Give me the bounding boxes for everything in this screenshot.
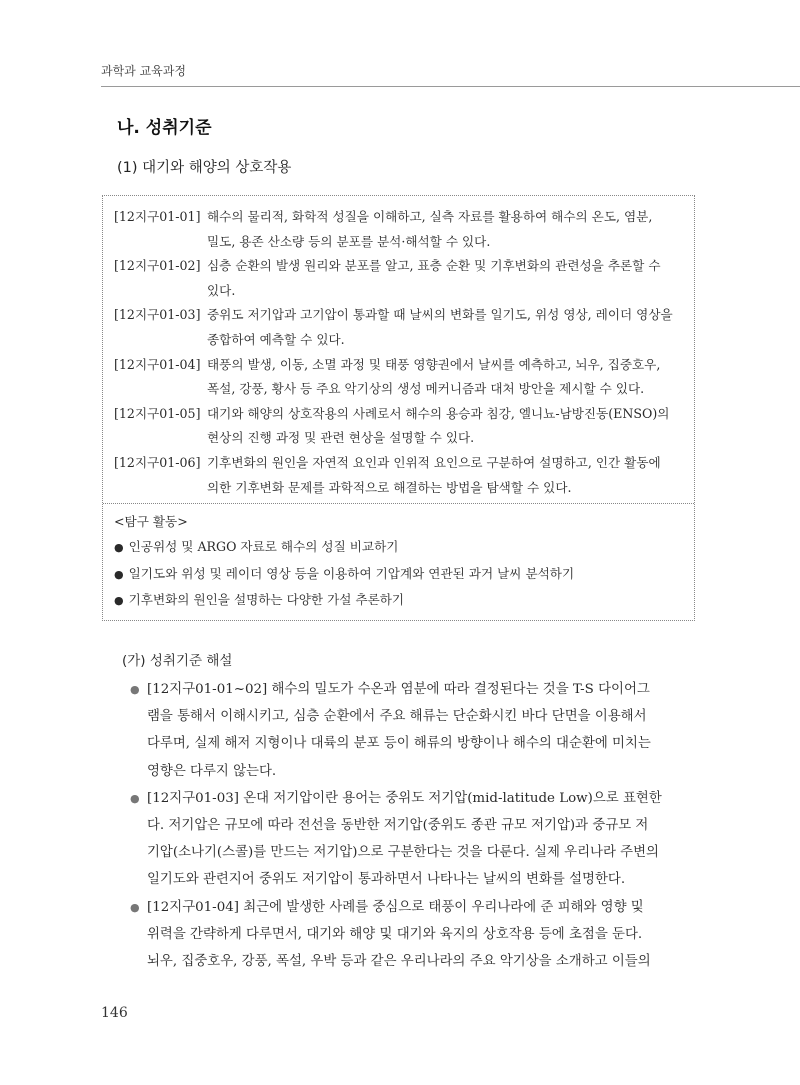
standard-line: 종합하여 예측할 수 있다.: [207, 331, 345, 347]
bullet-icon: ●: [114, 541, 124, 555]
commentary-line: 일기도와 관련지어 중위도 저기압이 통과하면서 나타나는 날씨의 변화를 설명한다.: [147, 872, 626, 888]
bullet-icon: ●: [130, 791, 140, 805]
standard-line: 심층 순환의 발생 원리와 분포를 알고, 표층 순환 및 기후변화의 관련성을 추론할 수: [207, 258, 661, 274]
inquiry-text: 인공위성 및 ARGO 자료로 해수의 성질 비교하기: [128, 539, 399, 555]
standard-line: 있다.: [207, 282, 236, 298]
commentary-text: [147, 785, 697, 894]
section-subtitle: (1) 대기와 해양의 상호작용: [117, 160, 292, 176]
standard-item: [114, 353, 688, 402]
commentary-line: [12지구01-03] 온대 저기압이란 용어는 중위도 저기압(mid-latitude Low)으로 표현한: [147, 790, 662, 806]
standard-text: [207, 254, 688, 303]
standards-list: [103, 196, 694, 503]
standard-line: 기후변화의 원인을 자연적 요인과 인위적 요인으로 구분하여 설명하고, 인간 활동에: [207, 454, 661, 470]
standard-code: [12지구01-06]: [114, 454, 201, 470]
running-head: 과학과 교육과정: [101, 64, 186, 78]
inquiry-text: 기후변화의 원인을 설명하는 다양한 가설 추론하기: [128, 592, 405, 608]
commentary-item: [130, 676, 697, 785]
inquiry-activities: [103, 503, 694, 620]
commentary-line: 다루며, 실제 해저 지형이나 대륙의 분포 등이 해류의 방향이나 해수의 대순환에 미치는: [147, 736, 651, 752]
bullet-icon: ●: [114, 594, 124, 608]
commentary-line: 뇌우, 집중호우, 강풍, 폭설, 우박 등과 같은 우리나라의 주요 악기상을 소개하고 이들의: [147, 954, 651, 970]
commentary-line: 기압(소나기(스콜)를 만드는 저기압)으로 구분한다는 것을 다룬다. 실제 우리나라 주변의: [147, 845, 659, 861]
standard-code: [12지구01-01]: [114, 209, 201, 224]
standard-item: [114, 254, 688, 303]
inquiry-item: [114, 561, 688, 588]
commentary-text: [147, 894, 697, 976]
standard-line: 폭설, 강풍, 황사 등 주요 악기상의 생성 메커니즘과 대처 방안을 제시할 수 있다.: [207, 381, 645, 397]
commentary-line: 다. 저기압은 규모에 따라 전선을 동반한 저기압(중위도 종관 규모 저기압)과 중규모 저: [147, 818, 649, 834]
inquiry-title: <탐구 활동>: [114, 514, 188, 530]
standard-line: 의한 기후변화 문제를 과학적으로 해결하는 방법을 탐색할 수 있다.: [207, 479, 572, 495]
standard-code: [12지구01-04]: [114, 356, 201, 372]
commentary-item: [130, 785, 697, 894]
header-rule: [101, 86, 800, 87]
inquiry-text: 일기도와 위성 및 레이더 영상 등을 이용하여 기압계와 연관된 과거 날씨 분석하기: [128, 565, 575, 581]
commentary-item: [130, 894, 697, 976]
commentary-heading: (가) 성취기준 해설: [122, 653, 233, 669]
inquiry-item: [114, 587, 688, 614]
page-number: 146: [101, 1005, 128, 1021]
bullet-icon: ●: [130, 900, 140, 914]
standard-code: [12지구01-05]: [114, 405, 201, 421]
commentary-line: [12지구01-01~02] 해수의 밀도가 수온과 염분에 따라 결정된다는 것을 T-S 다이어그: [147, 682, 650, 697]
standard-line: 밀도, 용존 산소량 등의 분포를 분석·해석할 수 있다.: [207, 233, 491, 249]
standard-line: 대기와 해양의 상호작용의 사례로서 해수의 용승과 침강, 엘니뇨-남방진동(ENSO)의: [207, 405, 670, 421]
inquiry-item: [114, 534, 688, 561]
standard-text: [207, 303, 688, 352]
standard-item: [114, 205, 688, 254]
standard-text: [207, 353, 688, 402]
commentary-line: 램을 통해서 이해시키고, 심층 순환에서 주요 해류는 단순화시킨 바다 단면을 이용해서: [147, 709, 647, 725]
commentary-text: [147, 676, 697, 785]
commentary-body: [130, 676, 697, 975]
bullet-icon: ●: [130, 683, 140, 696]
standard-item: [114, 451, 688, 500]
standard-line: 중위도 저기압과 고기압이 통과할 때 날씨의 변화를 일기도, 위성 영상, 레이더 영상을: [207, 307, 673, 323]
commentary-line: [12지구01-04] 최근에 발생한 사례를 중심으로 태풍이 우리나라에 준 피해와 영향 및: [147, 899, 644, 915]
commentary-line: 위력을 간략하게 다루면서, 대기와 해양 및 대기와 육지의 상호작용 등에 초점을 둔다.: [147, 926, 643, 942]
standard-text: [207, 205, 688, 254]
standard-code: [12지구01-02]: [114, 258, 201, 274]
standard-item: [114, 303, 688, 352]
standard-line: 태풍의 발생, 이동, 소멸 과정 및 태풍 영향권에서 날씨를 예측하고, 뇌우, 집중호우,: [207, 356, 661, 372]
standard-text: [207, 451, 688, 500]
standard-code: [12지구01-03]: [114, 307, 201, 323]
standard-line: 해수의 물리적, 화학적 성질을 이해하고, 실측 자료를 활용하여 해수의 온도, 염분,: [207, 209, 653, 224]
standards-box: [102, 195, 695, 621]
section-title: 나. 성취기준: [117, 118, 212, 138]
standard-line: 현상의 진행 과정 및 관련 현상을 설명할 수 있다.: [207, 430, 475, 446]
standard-item: [114, 402, 688, 451]
commentary-line: 영향은 다루지 않는다.: [147, 763, 277, 779]
standard-text: [207, 402, 688, 451]
bullet-icon: ●: [114, 567, 124, 581]
